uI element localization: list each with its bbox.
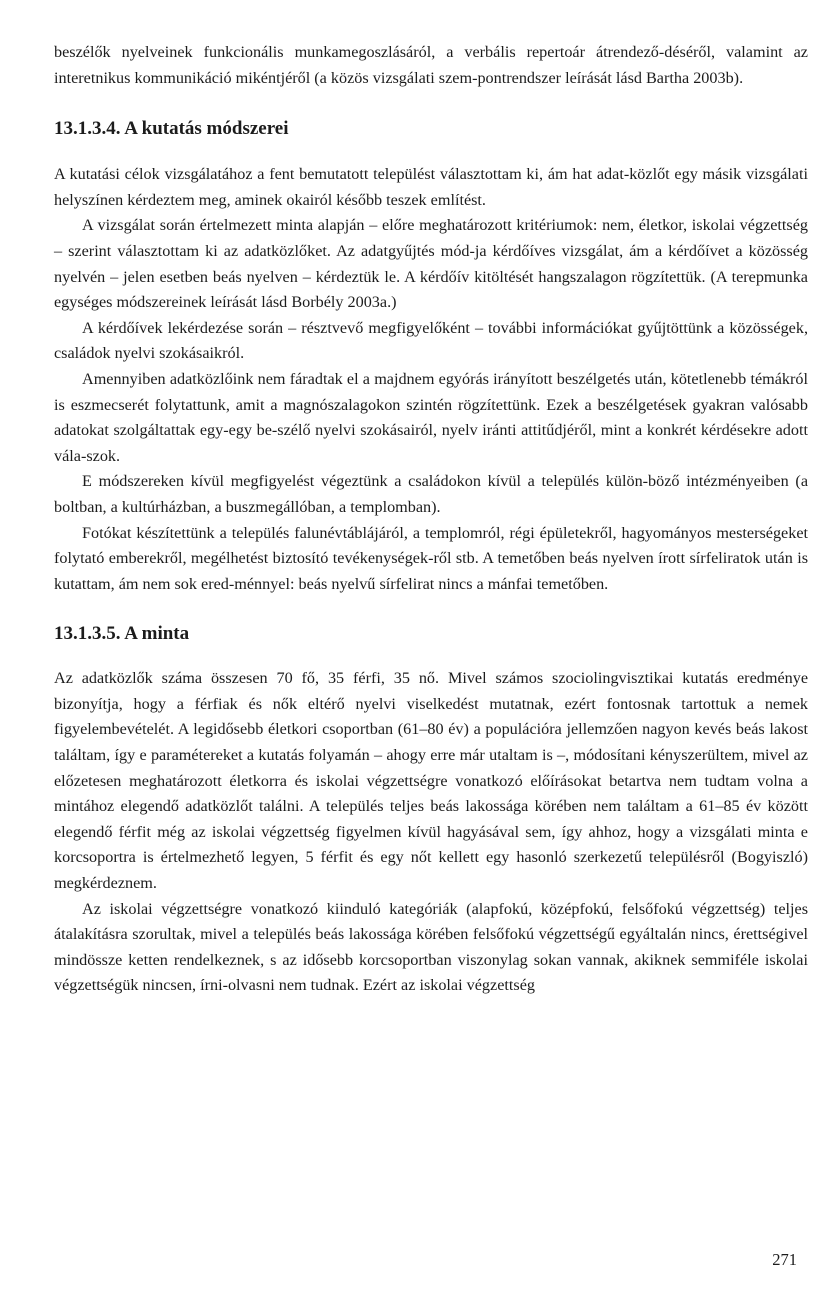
- methods-paragraph-1: A kutatási célok vizsgálatához a fent bemutatott települést választottam ki, ám hat adat-közlőt egy másik vizsgálati helyszínen kérdeztem meg, aminek okairól később teszek említést.: [54, 165, 808, 209]
- intro-paragraph: beszélők nyelveinek funkcionális munkamegoszlásáról, a verbális repertoár átrendező-déséről, valamint az interetnikus kommunikáció mikéntjéről (a közös vizsgálati szem-pontrendszer leírását lásd Bartha 2003b).: [54, 43, 808, 87]
- page-body: [54, 40, 808, 999]
- sample-paragraph-2: Az iskolai végzettségre vonatkozó kiinduló kategóriák (alapfokú, középfokú, felsőfokú végzettség) teljes átalakításra szorultak, mivel a település beás lakossága körében felsőfokú végzettségű egyáltalán nincs, érettségivel mindössze ketten rendelkeznek, s az idősebb korcsoportban viszonylag sokan vannak, akiknek semmiféle iskolai végzettségük nincsen, írni-olvasni nem tudnak. Ezért az iskolai végzettség: [54, 899, 808, 995]
- methods-paragraph-4: Amennyiben adatközlőink nem fáradtak el a majdnem egyórás irányított beszélgetés után, kötetlenebb témákról is eszmecserét folytattunk, amit a magnószalagokon szintén rögzítettünk. Ezek a beszélgetések gyakran valósabb adatokat szolgáltattak egy-egy be-szélő nyelvi szokásairól, nyelv iránti attitűdjéről, mint a konkrét kérdésekre adott vála-szok.: [54, 369, 808, 465]
- methods-paragraph-6: Fotókat készítettünk a település falunévtáblájáról, a templomról, régi épületekről, hagyományos mesterségeket folytató emberekről, megélhetést biztosító tevékenységek-ről stb. A temetőben beás nyelven írott sírfeliratok után is kutattam, ám nem sok ered-ménnyel: beás nyelvű sírfelirat nincs a mánfai temetőben.: [54, 523, 808, 593]
- section-heading-methods: 13.1.3.4. A kutatás módszerei: [54, 118, 289, 140]
- sample-paragraph-1: Az adatközlők száma összesen 70 fő, 35 férfi, 35 nő. Mivel számos szociolingvisztikai kutatás eredménye bizonyítja, hogy a férfiak és nők eltérő nyelvi viselkedést mutatnak, ezért fontosnak tartottuk a nemek figyelembevételét. A legidősebb életkori csoportban (61–80 év) a populációra jellemzően nagyon kevés beás lakost találtam, így e paramétereket a kutatás folyamán – ahogy erre már utaltam is –, módosítani kényszerültem, mivel az előzetesen meghatározott életkorra és iskolai végzettségre vonatkozó előírásokat betartva nem tudtam volna a mintához elegendő adatközlőt találni. A település teljes beás lakossága körében nem találtam a 61–85 év között elegendő férfit még az iskolai végzettség figyelmen kívül hagyásával sem, így ahhoz, hogy a vizsgálati minta e korcsoportra is értelmezhető legyen, 5 férfit és egy nőt kellett egy hasonló szerkezetű településről (Bogyiszló) megkérdeznem.: [54, 669, 808, 893]
- methods-paragraph-5: E módszereken kívül megfigyelést végeztünk a családokon kívül a település külön-böző intézményeiben (a boltban, a kultúrházban, a buszmegállóban, a templomban).: [54, 472, 808, 516]
- methods-paragraph-3: A kérdőívek lekérdezése során – résztvevő megfigyelőként – további információkat gyűjtöttünk a közösségek, családok nyelvi szokásaikról.: [54, 318, 808, 363]
- section-heading-sample: 13.1.3.5. A minta: [54, 623, 190, 645]
- methods-paragraph-2: A vizsgálat során értelmezett minta alapján – előre meghatározott kritériumok: nem, életkor, iskolai végzettség – szerint választottam ki az adatközlőket. Az adatgyűjtés mód-ja kérdőíves vizsgálat, ám a kérdőívet a közösség nyelvén – jelen esetben beás nyelven – kérdeztük le. A kérdőív kitöltését hangszalagon rögzítettük. (A terepmunka egységes módszereinek leírását lásd Borbély 2003a.): [54, 216, 808, 312]
- page-number: 271: [772, 1250, 797, 1269]
